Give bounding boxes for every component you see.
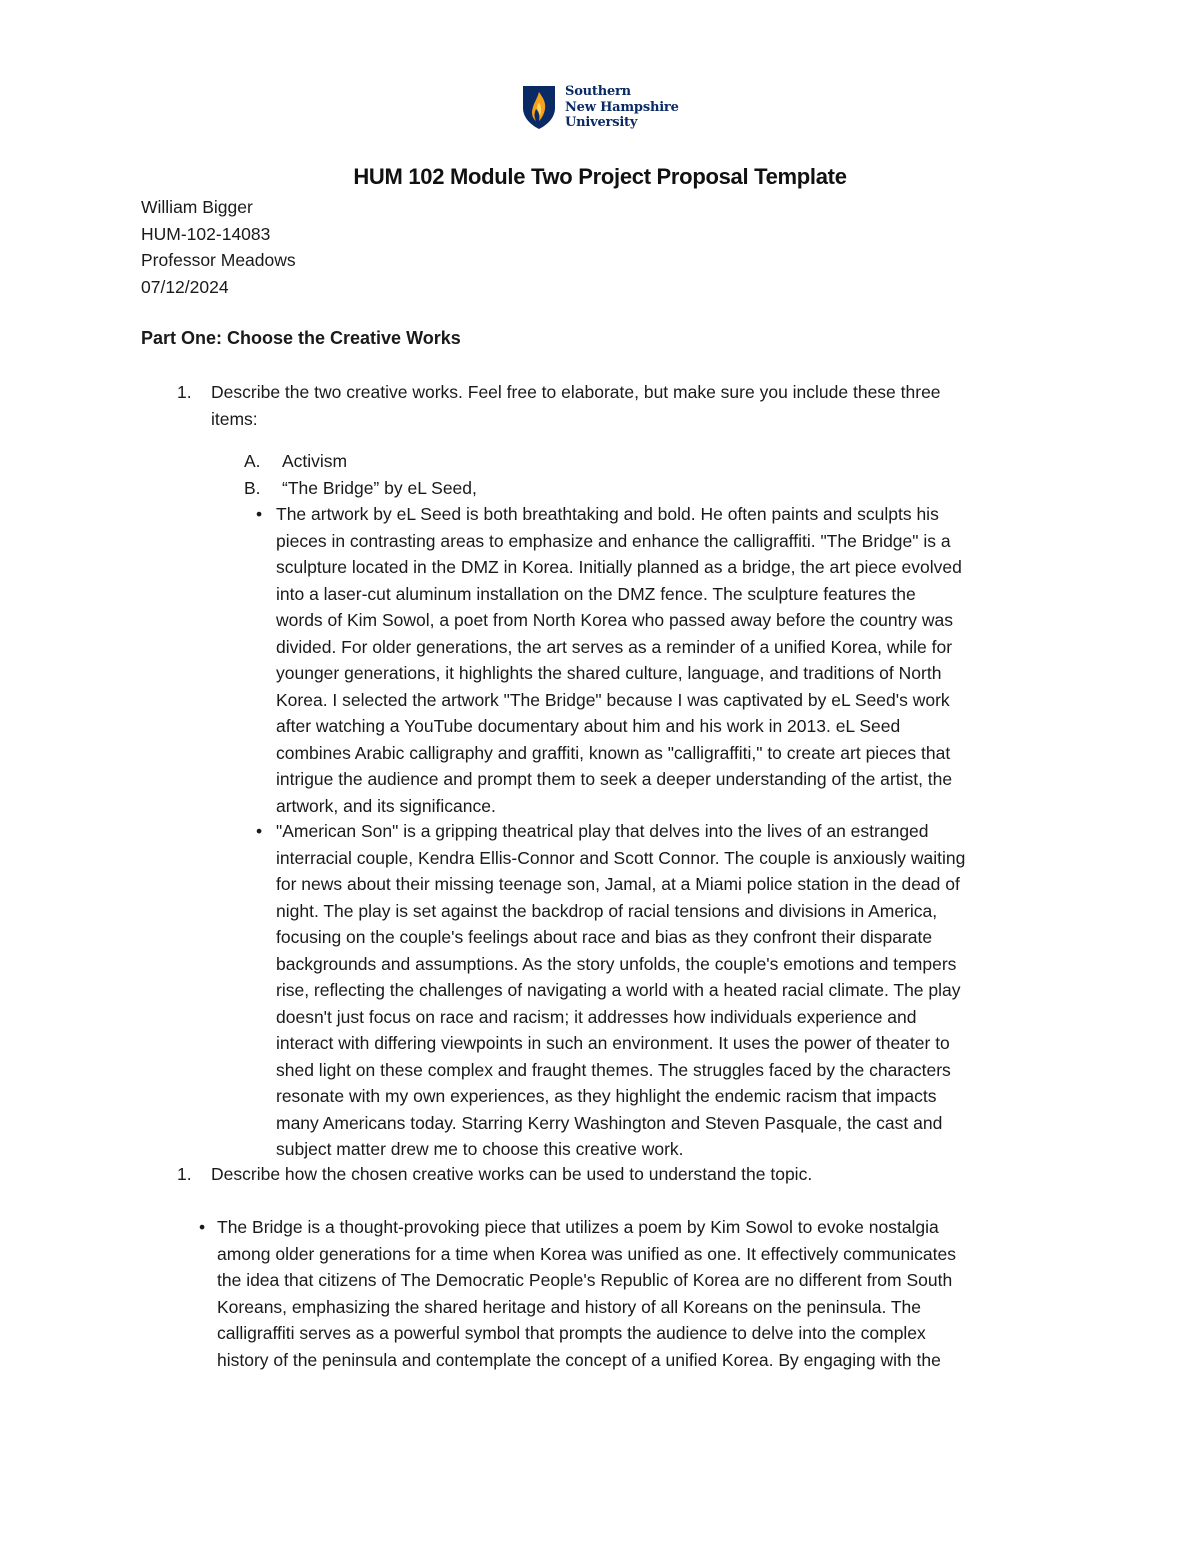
text-line: doesn't just focus on race and racism; it addresses how individuals experience and	[276, 1006, 917, 1027]
text-line: words of Kim Sowol, a poet from North Korea who passed away before the country was	[276, 610, 953, 630]
bullet-paragraph-bridge	[276, 501, 1066, 819]
university-logo	[521, 84, 691, 134]
list-number: 1.	[177, 1164, 192, 1184]
logo-line-2: New Hampshire	[565, 99, 679, 115]
list-item-text	[211, 1161, 1061, 1188]
text-line: combines Arabic calligraphy and graffiti, known as "calligraffiti," to create art pieces that	[276, 742, 951, 763]
text-line: younger generations, it highlights the shared culture, language, and traditions of North	[276, 663, 942, 683]
document-title: HUM 102 Module Two Project Proposal Template	[353, 164, 847, 189]
sub-item-text: Activism	[282, 451, 348, 471]
text-line: shed light on these complex and fraught themes. The struggles faced by the characters	[276, 1059, 951, 1080]
text-line: pieces in contrasting areas to emphasize and enhance the calligraffiti. "The Bridge" is a	[276, 530, 951, 551]
text-line: history of the peninsula and contemplate the concept of a unified Korea. By engaging with the	[217, 1349, 941, 1370]
author-info	[141, 194, 296, 300]
professor-name: Professor Meadows	[141, 250, 296, 270]
text-line: rise, reflecting the challenges of navigating a world with a heated racial climate. The play	[276, 980, 961, 1000]
bullet-icon: •	[199, 1217, 206, 1237]
author-name: William Bigger	[141, 197, 253, 217]
text-line: backgrounds and assumptions. As the story unfolds, the couple's emotions and tempers	[276, 953, 957, 974]
text-line: night. The play is set against the backdrop of racial tensions and divisions in America,	[276, 900, 938, 921]
bullet-paragraph-american-son	[276, 818, 1066, 1163]
shield-flame-icon	[521, 84, 557, 130]
bullet-icon: •	[256, 504, 263, 524]
text-line: Describe how the chosen creative works can be used to understand the topic.	[211, 1164, 813, 1184]
text-line: sculpture located in the DMZ in Korea. Initially planned as a bridge, the art piece evolved	[276, 557, 962, 577]
text-line: interracial couple, Kendra Ellis-Connor and Scott Connor. The couple is anxiously waiting	[276, 847, 966, 868]
text-line: subject matter drew me to choose this creative work.	[276, 1139, 684, 1159]
logo-line-3: University	[565, 115, 638, 130]
text-line: many Americans today. Starring Kerry Washington and Steven Pasquale, the cast and	[276, 1112, 943, 1133]
text-line: The artwork by eL Seed is both breathtaking and bold. He often paints and sculpts his	[276, 504, 939, 524]
section-heading: Part One: Choose the Creative Works	[141, 328, 461, 348]
text-line: intrigue the audience and prompt them to seek a deeper understanding of the artist, the	[276, 769, 953, 789]
text-line: interact with differing viewpoints in such an environment. It uses the power of theater to	[276, 1033, 950, 1053]
text-line: artwork, and its significance.	[276, 795, 496, 816]
text-line: divided. For older generations, the art serves as a reminder of a unified Korea, while for	[276, 636, 953, 657]
text-line: "American Son" is a gripping theatrical play that delves into the lives of an estranged	[276, 821, 929, 841]
logo-line-1: Southern	[565, 84, 631, 99]
bullet-paragraph-understanding	[217, 1214, 1062, 1373]
text-line: among older generations for a time when Korea was unified as one. It effectively communicates	[217, 1243, 956, 1264]
course-code: HUM-102-14083	[141, 223, 271, 244]
sub-item-letter: B.	[244, 478, 261, 498]
text-line: into a laser-cut aluminum installation on the DMZ fence. The sculpture features the	[276, 583, 916, 604]
text-line: focusing on the couple's feelings about race and bias as they confront their disparate	[276, 927, 933, 947]
list-item-text	[211, 379, 1061, 432]
bullet-icon: •	[256, 821, 263, 841]
text-line: The Bridge is a thought-provoking piece that utilizes a poem by Kim Sowol to evoke nostalgia	[217, 1217, 939, 1237]
text-line: items:	[211, 408, 258, 429]
sub-item-letter: A.	[244, 451, 261, 471]
text-line: Korea. I selected the artwork "The Bridge" because I was captivated by eL Seed's work	[276, 689, 950, 710]
text-line: after watching a YouTube documentary about him and his work in 2013. eL Seed	[276, 716, 901, 736]
text-line: Koreans, emphasizing the shared heritage and history of all Koreans on the peninsula. The	[217, 1296, 922, 1317]
submission-date: 07/12/2024	[141, 276, 229, 297]
list-number: 1.	[177, 382, 192, 402]
logo-wordmark	[565, 84, 679, 131]
text-line: resonate with my own experiences, as they highlight the endemic racism that impacts	[276, 1086, 937, 1106]
text-line: for news about their missing teenage son, Jamal, at a Miami police station in the dead of	[276, 874, 960, 894]
text-line: calligraffiti serves as a powerful symbol that prompts the audience to delve into the complex	[217, 1323, 926, 1343]
text-line: Describe the two creative works. Feel free to elaborate, but make sure you include these three	[211, 382, 941, 402]
text-line: the idea that citizens of The Democratic People's Republic of Korea are no different from South	[217, 1270, 953, 1290]
sub-item-text: “The Bridge” by eL Seed,	[282, 478, 477, 498]
